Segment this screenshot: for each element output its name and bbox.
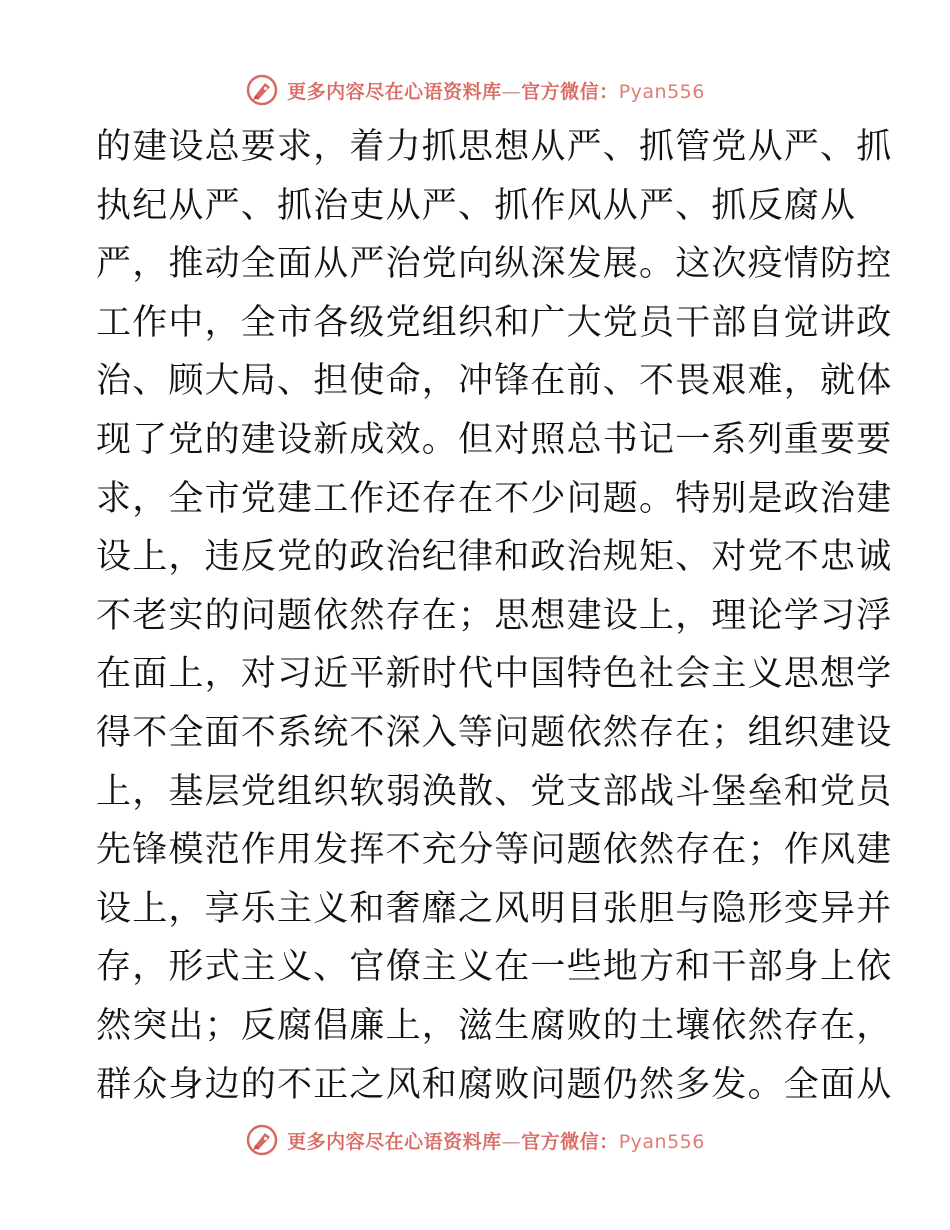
- header-separator: —: [501, 80, 522, 103]
- text-line: 不老实的问题依然存在；思想建设上，理论学习浮: [96, 595, 893, 636]
- text-line: 群众身边的不正之风和腐败问题仍然多发。全面从: [96, 1064, 893, 1105]
- footer-wechat-id: Pyan556: [618, 1130, 705, 1153]
- footer-separator: —: [501, 1130, 522, 1153]
- header-banner: [0, 70, 950, 110]
- footer-banner-text: [287, 1127, 705, 1154]
- header-brand-text: 更多内容尽在心语资料库: [287, 80, 502, 103]
- text-line: 现了党的建设新成效。但对照总书记一系列重要要: [96, 419, 893, 460]
- header-wechat-id: Pyan556: [618, 80, 705, 103]
- text-line: 存，形式主义、官僚主义在一些地方和干部身上依: [96, 947, 893, 988]
- header-banner-text: [287, 77, 705, 104]
- text-line: 设上，享乐主义和奢靡之风明目张胆与隐形变异并: [96, 888, 893, 929]
- text-line: 然突出；反腐倡廉上，滋生腐败的土壤依然存在，: [96, 1005, 893, 1046]
- footer-brand-text: 更多内容尽在心语资料库: [287, 1130, 502, 1153]
- text-line: 执纪从严、抓治吏从严、抓作风从严、抓反腐从: [96, 185, 857, 226]
- text-line: 治、顾大局、担使命，冲锋在前、不畏艰难，就体: [96, 361, 893, 402]
- text-line: 设上，违反党的政治纪律和政治规矩、对党不忠诚: [96, 537, 893, 578]
- text-line: 上，基层党组织软弱涣散、党支部战斗堡垒和党员: [96, 771, 893, 812]
- pen-nib-logo-icon: [245, 1123, 279, 1157]
- text-line: 在面上，对习近平新时代中国特色社会主义思想学: [96, 654, 893, 695]
- footer-banner: [0, 1120, 950, 1160]
- text-line: 的建设总要求，着力抓思想从严、抓管党从严、抓: [96, 127, 893, 167]
- footer-wechat-label: 官方微信：: [521, 1130, 619, 1153]
- text-line: 工作中，全市各级党组织和广大党员干部自觉讲政: [96, 302, 893, 343]
- text-line: 求，全市党建工作还存在不少问题。特别是政治建: [96, 478, 893, 519]
- pen-nib-logo-icon: [245, 73, 279, 107]
- text-line: 先锋模范作用发挥不充分等问题依然存在；作风建: [96, 830, 893, 871]
- body-text: [96, 118, 893, 1114]
- header-wechat-label: 官方微信：: [521, 80, 619, 103]
- text-line: 得不全面不系统不深入等问题依然存在；组织建设: [96, 712, 893, 753]
- text-line: 严，推动全面从严治党向纵深发展。这次疫情防控: [96, 244, 893, 285]
